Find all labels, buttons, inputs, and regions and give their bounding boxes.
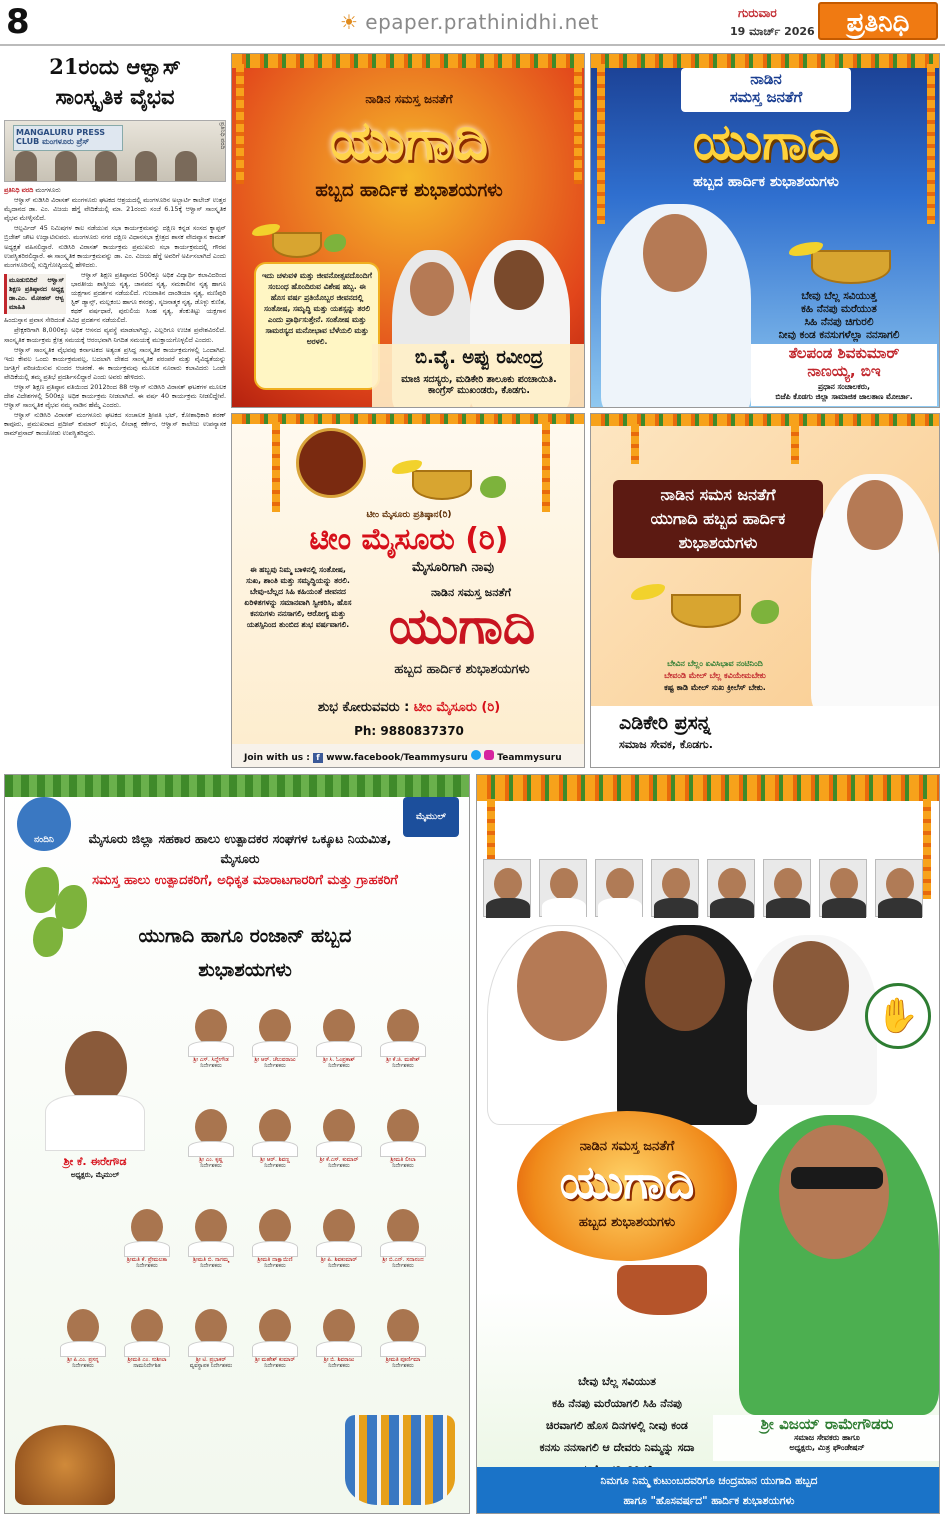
director-caption: [179, 1157, 243, 1169]
portrait-shirt: [486, 898, 530, 918]
director-caption: [307, 1357, 371, 1369]
ad-yugadi-title: ಯುಗಾದಿ: [692, 112, 840, 171]
marigold-garland: [591, 54, 940, 68]
director-caption: [179, 1057, 243, 1069]
ad-title-2: ಶುಭಾಶಯಗಳು: [198, 959, 292, 981]
director-name: ಶ್ರೀ ಕೆ.ಎಸ್. ಕುಮಾರ್: [319, 1157, 359, 1163]
leader-photo: [595, 859, 643, 917]
ad-message-line: ಸಿಹಿ ನೆನಪು ಚಿಗುರಲಿ: [804, 316, 874, 328]
director-name: ಶ್ರೀ ಎಸ್. ಸಿದ್ದೇಗೌಡ: [193, 1057, 229, 1063]
portrait-shirt: [188, 1041, 234, 1057]
director-name: ಶ್ರೀ ಪಿ.ಎಂ. ಪ್ರಸನ್ನ: [67, 1357, 99, 1363]
director-role: ನಿರ್ದೇಶಕರು: [200, 1063, 222, 1069]
director-caption: [371, 1357, 435, 1369]
director-role: ನಿರ್ದೇಶಕರು: [328, 1063, 350, 1069]
portrait-face: [773, 941, 849, 1031]
director-role: ನಿರ್ದೇಶಕರು: [392, 1063, 414, 1069]
director-name: ಶ್ರೀ ಟಿ. ಪ್ರಭಾಕರ್: [195, 1357, 227, 1363]
portrait-shirt: [252, 1341, 298, 1357]
ad-message-line: ಬೇವಂಡಿ ಮೇಲ್ ಬೆಲ್ಲ ಕವಿಯೇಮಬೇಕು: [664, 671, 766, 680]
hanging-garland: [272, 422, 280, 512]
director-name: ಶ್ರೀಮತಿ ಎಂ. ಸುಶೀಲಾ: [127, 1357, 167, 1363]
ad-message-box: ಇದು ಚಳುವಳಿ ಮತ್ತು ಜೀವನೋತ್ಸವದೊಂದಿಗೆ ಸಂಬಂಧ ಹೊಂದಿರುವ ವಿಶೇಷ ಹಬ್ಬ. ಈ ಹೊಸ ವರ್ಷ ಪ್ರತಿಯೊಬ್ಬರ ಜೀವನದಲ್ಲಿ ಸಂತೋಷ, ಸಮೃದ್ಧಿ ಮತ್ತು ಯಶಸ್ಸನ್ನು ತರಲಿ ಎಂದು ಪ್ರಾರ್ಥಿಸುತ್ತೇನೆ. ಸಂತೋಷ ಮತ್ತು ಸಾಮರಸ್ಯದ ಮನೋಭಾವ ಬೆಳೆಯಲಿ ಮತ್ತು ಅರಳಲಿ.: [254, 262, 380, 390]
dateline: ಪ್ರತಿನಿಧಿ ವರದಿ: [4, 186, 34, 194]
congress-hand-icon: ✋: [865, 983, 931, 1049]
director-card: [185, 1005, 237, 1069]
join-label: Join with us :: [244, 753, 310, 763]
chairman-portrait: [45, 1031, 145, 1151]
director-name: ಶ್ರೀ ಮಹೇಶ್ ಕುಮಾರ್: [254, 1357, 296, 1363]
chairman-role: ಅಧ್ಯಕ್ಷರು, ಮೈಮುಲ್: [70, 1171, 120, 1179]
director-card: [313, 1305, 365, 1369]
photo-credit: ಪ್ರತಿನಿಧಿ ವರದಿ: [219, 122, 226, 150]
director-name: ಶ್ರೀಮತಿ ಪೂರ್ಣಿಮಾ: [385, 1357, 421, 1363]
director-card: [121, 1305, 173, 1369]
instagram-handle[interactable]: Teammysuru: [497, 753, 562, 763]
ad-subtitle: ಹಬ್ಬದ ಶುಭಾಶಯಗಳು: [578, 1215, 676, 1230]
director-role: ನಾಮನಿರ್ದೇಶಿತ: [133, 1363, 161, 1369]
director-caption: [243, 1257, 307, 1269]
director-name: ಶ್ರೀಮತಿ ದಾಕ್ಷಾಯಿಣಿ: [257, 1257, 293, 1263]
headline-line-1: 21ರಂದು ಆಳ್ವಾಸ್: [49, 54, 181, 79]
ad-message-line: ಕಹಿ ನೆನಪು ಮರೆಯಾಗಲಿ ಸಿಹಿ ನೆನಪು: [552, 1397, 682, 1410]
portrait-shirt: [380, 1241, 426, 1257]
dairy-products-basket: [345, 1415, 455, 1505]
portrait-face: [67, 1309, 99, 1345]
ad-title: ಯುಗಾದಿ ಹಾಗೂ ರಂಜಾನ್ ಹಬ್ಬದ: [138, 925, 352, 947]
director-card: [249, 1305, 301, 1369]
nandini-logo-text: ನಂದಿನಿ: [34, 835, 54, 845]
director-card: [377, 1305, 429, 1369]
portrait-face: [259, 1109, 291, 1145]
director-caption: [243, 1157, 307, 1169]
portrait-shirt: [188, 1341, 234, 1357]
banana-icon: [631, 584, 665, 600]
ad-person-name: ತೆಲಪಂಡ ಶಿವಕುಮಾರ್: [788, 344, 900, 362]
ad-person-role-2: ಕಾಂಗ್ರೆಸ್ ಮುಖಂಡರು, ಕೊಡಗು.: [428, 385, 530, 396]
hanging-garland: [791, 424, 799, 464]
portrait-face: [550, 868, 578, 900]
director-caption: [371, 1257, 435, 1269]
portrait-face: [259, 1309, 291, 1345]
hanging-garland: [542, 422, 550, 512]
marigold-garland: [477, 775, 940, 801]
leader-photo: [875, 859, 923, 917]
portrait-face: [323, 1309, 355, 1345]
director-role: ನಿರ್ದೇಶಕರು: [264, 1163, 286, 1169]
portrait-face: [387, 1309, 419, 1345]
mango-leaf-garland: [5, 775, 470, 797]
director-card: [377, 1005, 429, 1069]
director-role: ನಿರ್ದೇಶಕರು: [200, 1263, 222, 1269]
director-caption: [307, 1057, 371, 1069]
paragraph: ಆಳ್ವಾಸ್ ನುಡಿಸಿರಿ ವಿರಾಸತ್ ಮಂಗಳೂರು ಘಟಕದ ಆಶ್ರಯದಲ್ಲಿ ಮಂಗಳೂರಿನ ಅಲ್ಬಾರ್ಟಿ ಕಾಲೇಜ್ ಉತ್ತರ ಮೈದಾನದ ಡಾ. ಎಂ. ವಿಜಯ ಹೆಗ್ಡೆ ವೇದಿಕೆಯಲ್ಲಿ ಮಾ. 21ರಂದು ಸಂಜೆ 6.15ಕ್ಕೆ ಆಳ್ವಾಸ್ ಸಾಂಸ್ಕೃತಿಕ ವೈಭವ ಮೇಳೈಸಲಿದೆ.: [4, 196, 226, 223]
director-name: ಶ್ರೀ ಸಿ. ಓಂಪ್ರಕಾಶ್: [322, 1057, 356, 1063]
portrait-face: [774, 868, 802, 900]
portrait-shirt: [316, 1341, 362, 1357]
ad-greeting-box: [613, 480, 823, 558]
org-tagline: ಮೈಸೂರಿಗಾಗಿ ನಾವು: [412, 560, 494, 575]
ad-person-role: ಪ್ರಧಾನ ಸಂಚಾಲಕರು,: [818, 382, 870, 391]
phone-number[interactable]: Ph: 9880837370: [354, 724, 464, 738]
instagram-icon[interactable]: [484, 750, 494, 760]
portrait-shirt: [822, 898, 866, 918]
ad-footer-bar: [477, 1467, 940, 1514]
director-caption: [307, 1257, 371, 1269]
ad-message-line: ಬೇವಿನ ಬೆಲ್ಲಂ ಏವಿಸಿಭಾವ ನಂಟಿನಿಂದಿ: [667, 659, 763, 668]
ad-person-role: ಸಮಾಜ ಸೇವಕ, ಕೊಡಗು.: [619, 738, 713, 751]
portrait-face: [195, 1209, 227, 1245]
newspaper-logo[interactable]: ಪ್ರತಿನಿಧಿ: [818, 2, 938, 40]
portrait-face: [259, 1209, 291, 1245]
marigold-garland: [232, 54, 585, 68]
portrait-face: [323, 1009, 355, 1045]
ad-person-name: ಶ್ರೀ ವಿಜಯ್ ರಾಮೇಗೌಡರು: [760, 1415, 894, 1433]
portrait-face: [259, 1009, 291, 1045]
portrait-face: [662, 868, 690, 900]
ad-message: ಈ ಹಬ್ಬವು ನಿಮ್ಮ ಬಾಳಿನಲ್ಲಿ ಸಂತೋಷ, ಸುಖ, ಶಾಂತಿ ಮತ್ತು ಸಮೃದ್ಧಿಯನ್ನು ತರಲಿ. ಬೇವು-ಬೆಲ್ಲದ ಸಿಹಿ ಕಹಿಯಂತೆ ಜೀವನದ ಏರಿಳಿತಗಳನ್ನು ಸಮಾನವಾಗಿ ಸ್ವೀಕರಿಸಿ, ಹೊಸ ಕನಸುಗಳು ನನಸಾಗಲಿ, ಆರೋಗ್ಯ ಮತ್ತು ಯಶಸ್ಸಿನಿಂದ ತುಂಬಿದ ಶುಭ ವರ್ಷವಾಗಲಿ.: [244, 565, 352, 629]
ad-person-name: ಎಡಿಕೇರಿ ಪ್ರಸನ್ನ: [619, 712, 711, 734]
director-role: ನಿರ್ದೇಶಕರು: [264, 1263, 286, 1269]
site-text: epaper.prathinidhi.net: [365, 10, 599, 34]
director-caption: [371, 1157, 435, 1169]
mango-icon: [751, 600, 779, 624]
director-card: [185, 1105, 237, 1169]
ad-greeting-line: ಶುಭಾಶಯಗಳು: [678, 533, 758, 552]
portrait-face: [830, 868, 858, 900]
org-name: ಟೀಂ ಮೈಸೂರು (ರಿ): [309, 522, 509, 557]
paragraph: ಪ್ರೇಕ್ಷಕರಿಗಾಗಿ 8,000ಕ್ಕೂ ಅಧಿಕ ಆಸನದ ವ್ಯವಸ್ಥೆ ಮಾಡಲಾಗಿದ್ದು, ಎಲ್ಲರಿಗೂ ಉಚಿತ ಪ್ರವೇಶವಿರಲಿದೆ. ಸಾಂಸ್ಕೃತಿಕ ಕಾರ್ಯಕ್ರಮ ಕ್ಷೇತ್ರ ಸಮಯಕ್ಕೆ ಆರಂಭವಾಗಿ ನಿಗದಿತ ಸಮಯಕ್ಕೆ ಮುಕ್ತಾಯಗೊಳ್ಳಲಿದೆ ಎಂದರು.: [4, 326, 226, 344]
portrait-shirt: [766, 898, 810, 918]
ad-message-line: ಚಿರವಾಗಲಿ ಹೊಸ ದಿನಗಳಲ್ಲಿ ನೀವು ಕಂಡ: [546, 1419, 688, 1432]
ad-message-line: ಬೇವು ಬೆಲ್ಲ ಸವಿಯುತ್ತ: [801, 290, 877, 302]
director-role: ನಿರ್ದೇಶಕರು: [136, 1263, 158, 1269]
ad-message: [741, 290, 937, 342]
portrait-shirt: [316, 1141, 362, 1157]
director-card: [185, 1205, 237, 1269]
director-name: ಶ್ರೀಮತಿ ಲೀಲಾ: [390, 1157, 416, 1163]
director-name: ಶ್ರೀ ಬಿ. ಶಿವರಾಜು: [323, 1357, 355, 1363]
ad-top-card: [681, 68, 851, 112]
portrait-shirt: [710, 898, 754, 918]
ad-person-role-2: ಅಧ್ಯಕ್ಷರು, ಮಿತ್ರ ಫೌಂಡೇಷನ್: [789, 1443, 865, 1452]
paragraph: ಆಳ್ವಾಸ್ ಶಿಕ್ಷಣ ಪ್ರತಿಷ್ಠಾನದ 500ಕ್ಕೂ ಅಧಿಕ ವಿದ್ಯಾರ್ಥಿ ಕಲಾವಿದರಿಂದ ಭಾರತೀಯ ಶಾಸ್ತ್ರೀಯ ನೃತ್ಯ, ಜಾನಪದ ನೃತ್ಯ, ಸಮಕಾಲೀನ ನೃತ್ಯ ಹಾಗೂ ಯಕ್ಷಗಾನ ಪ್ರದರ್ಶನ ನಡೆಯಲಿದೆ. ಗುಜರಾತಿನ ದಾಂಡಿಯಾ ನೃತ್ಯ, ಮಣಿಪುರಿ ಸ್ಟಿಕ್ ಡ್ಯಾನ್ಸ್, ಮಲ್ಲಕಂಬ ಹಾಗೂ ಕಸರತ್ತು, ಸೃಜನಾತ್ಮಕ ನೃತ್ಯ, ಡೊಳ್ಳು ಕುಣಿತ, ಕಥಕ್ ವರ್ಷಧಾರೆ, ಪುರುಲಿಯ ಸಿಂಹ ನೃತ್ಯ, ತೆಂಕುತಿಟ್ಟು ಯಕ್ಷಗಾನ ಹಿಂದುಸ್ತಾನ ಪ್ರವಾಸ ಸೇರಿದಂತೆ ವಿವಿಧ ಪ್ರದರ್ಶನ ನಡೆಯಲಿದೆ.: [4, 270, 226, 325]
director-name: ಶ್ರೀ ಕೆ.ಜಿ. ಮಹೇಶ್: [386, 1057, 420, 1063]
wishers-name: ಟೀಂ ಮೈಸೂರು (ರಿ): [413, 700, 501, 715]
director-name: ಶ್ರೀ ಆರ್. ಶಿವಣ್ಣ: [260, 1157, 290, 1163]
director-caption: [51, 1357, 115, 1369]
sunglasses-icon: [791, 1167, 883, 1189]
facebook-icon: f: [313, 753, 323, 763]
director-caption: [243, 1057, 307, 1069]
portrait-shirt: [124, 1241, 170, 1257]
photo-banner: MANGALURU PRESS CLUB ಮಂಗಳೂರು ಪ್ರೆಸ್: [13, 125, 123, 151]
portrait-face: [65, 1031, 127, 1105]
paragraph: ಆಳ್ವಾಸ್ ನುಡಿಸಿರಿ ವಿರಾಸತ್ ಮಂಗಳೂರು ಘಟಕದ ಸಂಚಾಲಕ ಶ್ರೀಪತಿ ಭಟ್, ಕೋಶಾಧಿಕಾರಿ ಶರಣ್ ಕಾವೂರು, ಪ್ರಮುಖರಾದ ಪ್ರದೀಪ್ ಕುಮಾರ್ ಕಲ್ಕೂರ, ಲೀಲಾಕ್ಷ ಕರ್ಕೇರ, ಆಳ್ವಾಸ್ ಕಾಲೇಜು ಉಪನ್ಯಾಸಕ ರಾಮ್‌ಪ್ರಸಾದ್ ಕಾಂಚೋಡು ಉಪಸ್ಥಿತರಿದ್ದರು.: [4, 411, 226, 438]
ad-footer-line: ಹಾಗೂ "ಹೊಸವರ್ಷದ" ಹಾರ್ದಿಕ ಶುಭಾಶಯಗಳು: [623, 1495, 795, 1507]
portrait-shirt: [124, 1341, 170, 1357]
portrait-shirt: [252, 1141, 298, 1157]
org-small-name: ಟೀಂ ಮೈಸೂರು ಪ್ರತಿಷ್ಠಾನ(ರಿ): [366, 510, 452, 520]
director-card: [313, 1205, 365, 1269]
twitter-icon[interactable]: [471, 750, 481, 760]
leader-photo: [707, 859, 755, 917]
wishers-label: ಶುಭ ಕೋರುವವರು :: [317, 700, 410, 715]
portrait-shirt: [252, 1041, 298, 1057]
ad-subtitle: ಹಬ್ಬದ ಹಾರ್ದಿಕ ಶುಭಾಶಯಗಳು: [394, 662, 530, 677]
mango-icon: [480, 476, 506, 498]
festive-bowl-icon: [412, 470, 472, 500]
portrait-shirt: [45, 1095, 145, 1151]
portrait-face: [323, 1109, 355, 1145]
ad-vijay-ramegowda[interactable]: [476, 774, 940, 1514]
ad-greeting-top: ನಾಡಿನ ಸಮಸ್ತ ಜನತೆಗೆ: [431, 586, 511, 599]
paragraph: ಆಳ್ವಾಸ್ ಸಾಂಸ್ಕೃತಿಕ ವೈಭವವು ಕರ್ನಾಟಕದ ಅತ್ಯಂತ ಪ್ರಸಿದ್ಧ ಸಾಂಸ್ಕೃತಿಕ ಕಾರ್ಯಕ್ರಮಗಳಲ್ಲಿ ಒಂದಾಗಿದೆ. ಇದು ಕೇವಲ ಒಂದು ಕಾರ್ಯಕ್ರಮವಲ್ಲ, ಬದಲಾಗಿ ದೇಶದ ಸಾಂಸ್ಕೃತಿಕ ಪರಂಪರೆ ಮತ್ತು ವೈವಿಧ್ಯತೆಯನ್ನು ಜಗತ್ತಿಗೆ ಪರಿಚಯಿಸುವ ಸುಂದರ ಆಚರಣೆ. ಈ ಕಾರ್ಯಕ್ರಮವು ಮೂಲಕ ನೂರಾರು ಕಲಾವಿದರು ಒಂದೇ ವೇದಿಕೆಯಲ್ಲಿ ತಮ್ಮ ಪ್ರತಿಭೆ ಪ್ರದರ್ಶಿಸಲಿದ್ದಾರೆ ಎಂದು ಅವರು ಹೇಳಿದರು.: [4, 345, 226, 381]
director-caption: [371, 1057, 435, 1069]
person-silhouette: [135, 151, 157, 181]
ad-name-panel: [591, 706, 940, 768]
ad-person-role-2: ಬಿಜೆಪಿ ಕೊಡಗು ಜಿಲ್ಲಾ ಸಾಮಾಜಿಕ ಜಾಲತಾಣ ಮೋರ್ಚಾ.: [775, 392, 913, 401]
portrait-face: [517, 931, 607, 1041]
festive-bowl-icon: [272, 232, 322, 258]
ad-prasanna[interactable]: [590, 413, 940, 768]
director-caption: [307, 1157, 371, 1169]
director-card: [249, 1205, 301, 1269]
mango-icon: [324, 234, 346, 252]
ad-message: [599, 658, 831, 694]
portrait-face: [410, 262, 454, 316]
director-card: [377, 1105, 429, 1169]
ad-yugadi-title: ಯುಗಾದಿ: [388, 596, 536, 655]
org-name: ಮೈಸೂರು ಜಿಲ್ಲಾ ಸಹಕಾರ ಹಾಲು ಉತ್ಪಾದಕರ ಸಂಘಗಳ ಒಕ್ಕೂಟ ನಿಯಮಿತ,: [88, 831, 392, 846]
mango-icon: [33, 917, 63, 957]
ad-person-name: ಬಿ.ವೈ. ಅಪ್ಪು ರವೀಂದ್ರ: [414, 347, 544, 368]
person-silhouette: [55, 151, 77, 181]
director-role: ನಿರ್ದೇಶಕರು: [328, 1263, 350, 1269]
sun-icon: ☀: [340, 10, 359, 34]
ad-yugadi-title: ಯುಗಾದಿ: [329, 108, 489, 172]
portrait-face: [494, 868, 522, 900]
page-number: 8: [6, 2, 30, 42]
ad-subtitle: ಹಬ್ಬದ ಹಾರ್ದಿಕ ಶುಭಾಶಯಗಳು: [315, 180, 503, 201]
festive-bowl-icon: [671, 594, 741, 628]
mymul-logo: ಮೈಮುಲ್: [403, 797, 459, 837]
leader-photo: [483, 859, 531, 917]
leader-photo: [539, 859, 587, 917]
ad-message-line: ಕನಸು ನನಸಾಗಲಿ ಆ ದೇವರು ನಿಮ್ಮನ್ನು ಸದಾ: [539, 1441, 695, 1454]
ad-greeting-top: ನಾಡಿನ ಸಮಸ್ತ ಜನತೆಗೆ: [579, 1139, 675, 1154]
weekday: ಗುರುವಾರ: [738, 6, 777, 20]
portrait-face: [387, 1209, 419, 1245]
portrait-face: [643, 214, 707, 292]
portrait-face: [131, 1209, 163, 1245]
portrait-face: [886, 868, 914, 900]
director-name: ಶ್ರೀ ಬಿ.ಎನ್. ಸದಾನಂದ: [382, 1257, 424, 1263]
festive-bowl-icon: [811, 250, 891, 284]
ad-person-role: ಸಮಾಜ ಸೇವಕರು ಹಾಗೂ: [794, 1433, 860, 1442]
ad-person-role: ಮಾಜಿ ಸದಸ್ಯರು, ಮಡಿಕೇರಿ ತಾಲೂಕು ಪಂಚಾಯಿತಿ.: [401, 374, 557, 385]
org-city: ಮೈಸೂರು: [220, 851, 260, 866]
ad-team-mysuru[interactable]: [231, 413, 585, 768]
ad-name-panel: [713, 1415, 940, 1461]
ad-greeting-top-2: ಸಮಸ್ತ ಜನತೆಗೆ: [729, 88, 803, 106]
headline-line-2: ಸಾಂಸ್ಕೃತಿಕ ವೈಭವ: [55, 84, 175, 109]
portrait-face: [387, 1109, 419, 1145]
person-silhouette: [175, 151, 197, 181]
ad-greeting-line: ಯುಗಾದಿ ಹಬ್ಬದ ಹಾರ್ದಿಕ: [650, 509, 786, 528]
wishers-line: [232, 700, 585, 715]
leader-photo: [819, 859, 867, 917]
chairman-name: ಶ್ರೀ ಕೆ. ಈರೇಗೌಡ: [63, 1155, 127, 1168]
portrait-shirt: [654, 898, 698, 918]
person-silhouette: [95, 151, 117, 181]
issue-date: 19 ಮಾರ್ಚ್ 2026: [730, 25, 815, 38]
marigold-garland: [591, 414, 940, 426]
director-role: ನಿರ್ದೇಶಕರು: [200, 1163, 222, 1169]
director-caption: [179, 1257, 243, 1269]
director-card: [121, 1205, 173, 1269]
ad-yugadi-title: ಯುಗಾದಿ: [559, 1155, 695, 1209]
portrait-shirt: [380, 1041, 426, 1057]
article-body: [4, 186, 226, 439]
portrait-face: [847, 480, 903, 550]
portrait-face: [131, 1309, 163, 1345]
ad-apu-ravindra[interactable]: [231, 53, 585, 408]
portrait-face: [606, 868, 634, 900]
fruit-basket-image: [15, 1425, 115, 1505]
director-role: ನಿರ್ದೇಶಕರು: [392, 1363, 414, 1369]
portrait-face: [195, 1009, 227, 1045]
portrait-face: [645, 935, 725, 1031]
leader-photo: [763, 859, 811, 917]
ad-greeting-line: ನಾಡಿನ ಸಮಸ ಜನತೆಗೆ: [660, 485, 776, 504]
info-box: ಮೂಡುಬಿದಿರೆ ಆಳ್ವಾಸ್ ಶಿಕ್ಷಣ ಪ್ರತಿಷ್ಠಾನದ ಅಧ್ಯಕ್ಷ ಡಾ.ಎಂ. ಮೋಹನ್ ಆಳ್ವ ಮಾಹಿತಿ: [4, 274, 66, 314]
person-silhouette: [15, 151, 37, 181]
director-role: ನಿರ್ದೇಶಕರು: [264, 1063, 286, 1069]
team-mysuru-logo: [296, 428, 366, 498]
ad-message-line: ನೀವು ಕಂಡ ಕನಸುಗಳೆಲ್ಲಾ ನನಸಾಗಲಿ: [778, 329, 900, 341]
kalasha-pot-icon: [617, 1265, 707, 1315]
portrait-shirt: [188, 1241, 234, 1257]
portrait-shirt: [542, 898, 586, 918]
portrait-shirt: [380, 1141, 426, 1157]
nandini-logo: [17, 797, 71, 851]
director-role: ನಿರ್ದೇಶಕರು: [264, 1363, 286, 1369]
leader-photo: [651, 859, 699, 917]
portrait-shirt: [188, 1141, 234, 1157]
director-role: ನಿರ್ದೇಶಕರು: [328, 1163, 350, 1169]
portrait-face: [718, 868, 746, 900]
portrait-face: [387, 1009, 419, 1045]
portrait-face: [779, 1125, 889, 1259]
paragraph: ಆಳ್ವಾಸ್ ಶಿಕ್ಷಣ ಪ್ರತಿಷ್ಠಾನ ವತಿಯಿಂದ 2012ರಿಂದ 88 ಆಳ್ವಾಸ್ ನುಡಿಸಿರಿ ವಿರಾಸತ್ ಘಟಕಗಳ ಮೂಲಕ ದೇಶ ವಿದೇಶಗಳಲ್ಲಿ 500ಕ್ಕೂ ಅಧಿಕ ಕಾರ್ಯಕ್ರಮ ನೀಡಲಾಗಿದೆ. ಈ ವರ್ಷ 40 ಕಾರ್ಯಕ್ರಮ ನೀಡಲಿದ್ದೇವೆ. ಆಳ್ವಾಸ್ ಸಾಂಸ್ಕೃತಿಕ ವೈಭವ ನಮ್ಮ ನಾಡಿನ ಹೆಮ್ಮೆ ಎಂದರು.: [4, 382, 226, 410]
director-name: ಶ್ರೀ ಪಿ. ಶಿವಕುಮಾರ್: [320, 1257, 358, 1263]
dateline-place: ಮಂಗಳೂರು: [35, 186, 61, 194]
portrait-face: [195, 1309, 227, 1345]
ad-name-panel: [751, 344, 937, 406]
ad-message-line: ಕಹಿ ನೆನಪು ಮರೆಯುತ: [801, 303, 877, 315]
ad-message-line: ಬೇವು ಬೆಲ್ಲ ಸವಿಯುತ: [578, 1375, 656, 1388]
director-role: ನಿರ್ದೇಶಕರು: [72, 1363, 94, 1369]
portrait-face: [494, 250, 544, 310]
director-name: ಶ್ರೀಮತಿ ಬಿ. ನಾಗಮ್ಮ: [193, 1257, 229, 1263]
portrait-shirt: [60, 1341, 106, 1357]
facebook-link[interactable]: www.facebook/Teammysuru: [326, 753, 468, 763]
ad-footer-line: ನಿಮಗೂ ನಿಮ್ಮ ಕುಟುಂಬದವರಿಗೂ ಚಂದ್ರಮಾನ ಯುಗಾದಿ ಹಬ್ಬದ: [600, 1475, 818, 1487]
ad-red-line: ಸಮಸ್ತ ಹಾಲು ಉತ್ಪಾದಕರಿಗೆ, ಅಧಿಕೃತ ಮಾರಾಟಗಾರರಿಗೆ ಮತ್ತು ಗ್ರಾಹಕರಿಗೆ: [92, 873, 398, 888]
director-card: [313, 1105, 365, 1169]
portrait-shirt: [878, 898, 922, 918]
director-caption: [179, 1357, 243, 1369]
hanging-garland: [923, 799, 931, 899]
masthead: [0, 0, 945, 46]
director-card: [57, 1305, 109, 1369]
news-article: [4, 52, 226, 767]
director-name: ಶ್ರೀ ಆರ್. ಚೆಲುವರಾಜು: [254, 1057, 296, 1063]
portrait-shirt: [252, 1241, 298, 1257]
portrait-face: [195, 1109, 227, 1145]
ad-name-panel: [372, 344, 585, 408]
paragraph: ಆಲ್ಪರ್ವಿದ್ 45 ನಿಮಿಷಗಳ ಕಾಲ ನಡೆಯುವ ಸಭಾ ಕಾರ್ಯಕ್ರಮವನ್ನು ದಕ್ಷಿಣ ಕನ್ನಡ ಸಂಸದ ಕ್ಯಾಪ್ಟನ್ ಬ್ರಿಜೇಶ್ ಚೌಟ ಉದ್ಘಾಟಿಸುವರು. ಮಂಗಳೂರು ನಗರ ದಕ್ಷಿಣ ವಿಧಾನಸಭಾ ಕ್ಷೇತ್ರದ ಶಾಸಕ ವೇದವ್ಯಾಸ ಕಾಮತ್ ಅಧ್ಯಕ್ಷತೆ ವಹಿಸಲಿದ್ದಾರೆ. ನುಡಿಸಿರಿ ವಿರಾಸತ್ ಕಾರ್ಯಕ್ರಮ ಪ್ರಮುಖರು ಸಭಾ ಕಾರ್ಯಕ್ರಮದಲ್ಲಿ ಗೌರವ ಉಪಸ್ಥಿತರಿರಲಿದ್ದಾರೆ. ಈ ಸಾಂಸ್ಕೃತಿಕ ಕಾರ್ಯಕ್ರಮವನ್ನು ಡಾ. ಎಂ. ವಿಜಯ ಹೆಗ್ಡೆ ಅವರಿಗೆ ಅರ್ಪಿಸಲಾಗಿದೆ ಎಂದು ಮಂಗಳೂರಿನಲ್ಲಿ ಸುದ್ದಿಗೋಷ್ಠಿಯಲ್ಲಿ ಹೇಳಿದರು.: [4, 224, 226, 269]
director-role: ನಿರ್ದೇಶಕರು: [328, 1363, 350, 1369]
ad-greeting-top: ನಾಡಿನ ಸಮಸ್ತ ಜನತೆಗೆ: [365, 92, 453, 106]
ad-shivakumar[interactable]: [590, 53, 940, 408]
portrait-shirt: [380, 1341, 426, 1357]
hanging-garland: [631, 424, 639, 464]
marigold-garland: [232, 414, 585, 424]
ad-message-line: ಕಷ್ಟ ಕಾಡಿ ಮೇಲ್ ಸುಖ ಕ್ರೀಲೆಸ್ ಬೇಕು.: [664, 683, 766, 692]
ad-person-name-2: ನಾಣಯ್ಯ, ಬಿಇ: [807, 362, 881, 380]
social-bar: [232, 744, 585, 768]
press-conference-photo: [4, 120, 226, 182]
portrait-shirt: [598, 898, 642, 918]
director-caption: [115, 1257, 179, 1269]
director-card: [185, 1305, 237, 1369]
portrait-shirt: [316, 1041, 362, 1057]
site-url[interactable]: [340, 10, 599, 34]
ad-subtitle: ಹಬ್ಬದ ಹಾರ್ದಿಕ ಶುಭಾಶಯಗಳು: [693, 174, 839, 190]
director-card: [249, 1105, 301, 1169]
director-name: ಶ್ರೀಮತಿ ಕೆ. ಪ್ರೇಮಲತಾ: [126, 1257, 168, 1263]
director-caption: [243, 1357, 307, 1369]
director-card: [313, 1005, 365, 1069]
director-role: ನಿರ್ದೇಶಕರು: [392, 1263, 414, 1269]
director-role: ನಿರ್ದೇಶಕರು: [392, 1163, 414, 1169]
portrait-shirt: [316, 1241, 362, 1257]
ad-mymul[interactable]: [4, 774, 470, 1514]
mango-icon: [25, 867, 59, 913]
ad-greeting-top: ನಾಡಿನ: [750, 70, 782, 88]
director-caption: [115, 1357, 179, 1369]
portrait-face: [323, 1209, 355, 1245]
director-role: ವ್ಯವಸ್ಥಾಪಕ ನಿರ್ದೇಶಕರು: [189, 1363, 233, 1369]
director-name: ಶ್ರೀ ಎಂ. ಕೃಷ್ಣ: [199, 1157, 223, 1163]
director-card: [377, 1205, 429, 1269]
director-card: [249, 1005, 301, 1069]
